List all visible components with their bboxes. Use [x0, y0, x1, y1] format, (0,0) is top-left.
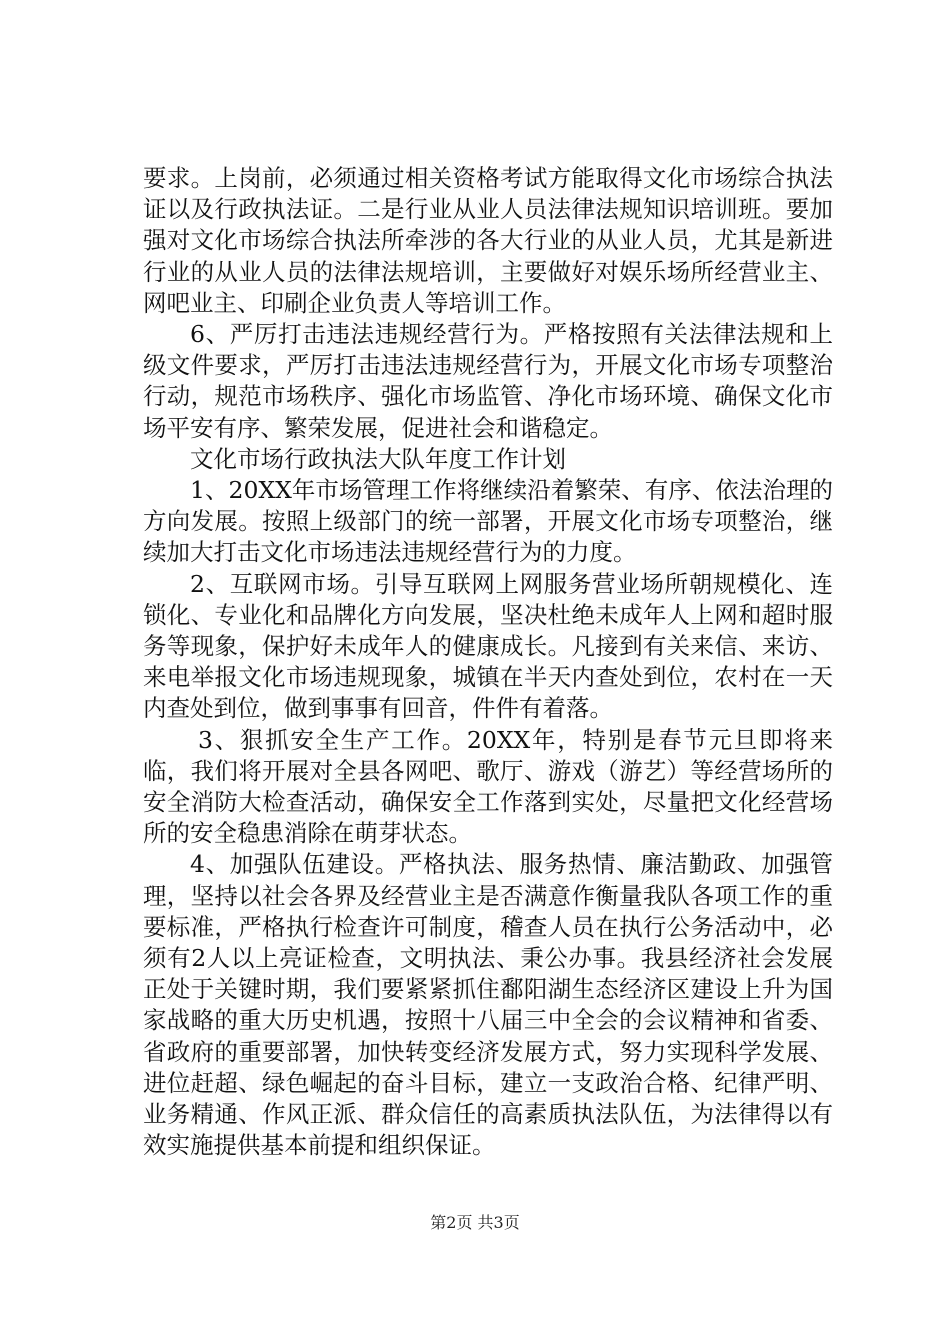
paragraph-item-1: 1、20XX年市场管理工作将继续沿着繁荣、有序、依法治理的方向发展。按照上级部门的统一部署，开展文化市场专项整治，继续加大打击文化市场违法违规经营行为的力度。 [143, 476, 833, 567]
section-heading: 文化市场行政执法大队年度工作计划 [190, 444, 566, 473]
document-body [143, 163, 833, 1162]
page-number-footer: 第2页 共3页 [430, 1213, 520, 1232]
paragraph-item-4: 4、加强队伍建设。严格执法、服务热情、廉洁勤政、加强管理，坚持以社会各界及经营业主是否满意作衡量我队各项工作的重要标准，严格执行检查许可制度，稽查人员在执行公务活动中，必须有2人以上亮证检查，文明执法、秉公办事。我县经济社会发展正处于关键时期，我们要紧紧抓住鄱阳湖生态经济区建设上升为国家战略的重大历史机遇，按照十八届三中全会的会议精神和省委、省政府的重要部署，加快转变经济发展方式，努力实现科学发展、进位赶超、绿色崛起的奋斗目标，建立一支政治合格、纪律严明、业务精通、作风正派、群众信任的高素质执法队伍，为法律得以有效实施提供基本前提和组织保证。 [143, 850, 833, 1160]
paragraph-item-6: 6、严厉打击违法违规经营行为。严格按照有关法律法规和上级文件要求，严厉打击违法违规经营行为，开展文化市场专项整治行动，规范市场秩序、强化市场监管、净化市场环境、确保文化市场平安有序、繁荣发展，促进社会和谐稳定。 [143, 320, 833, 442]
paragraph-training-requirements: 要求。上岗前，必须通过相关资格考试方能取得文化市场综合执法证以及行政执法证。二是行业从业人员法律法规知识培训班。要加强对文化市场综合执法所牵涉的各大行业的从业人员，尤其是新进行业的从业人员的法律法规培训，主要做好对娱乐场所经营业主、网吧业主、印刷企业负责人等培训工作。 [143, 164, 833, 317]
paragraph-item-2: 2、互联网市场。引导互联网上网服务营业场所朝规模化、连锁化、专业化和品牌化方向发展，坚决杜绝未成年人上网和超时服务等现象，保护好未成年人的健康成长。凡接到有关来信、来访、来电举报文化市场违规现象，城镇在半天内查处到位，农村在一天内查处到位，做到事事有回音，件件有着落。 [143, 569, 833, 723]
paragraph-item-3: 3、狠抓安全生产工作。20XX年，特别是春节元旦即将来临，我们将开展对全县各网吧、歌厅、游戏（游艺）等经营场所的安全消防大检查活动，确保安全工作落到实处，尽量把文化经营场所的安全稳患消除在萌芽状态。 [143, 725, 833, 848]
